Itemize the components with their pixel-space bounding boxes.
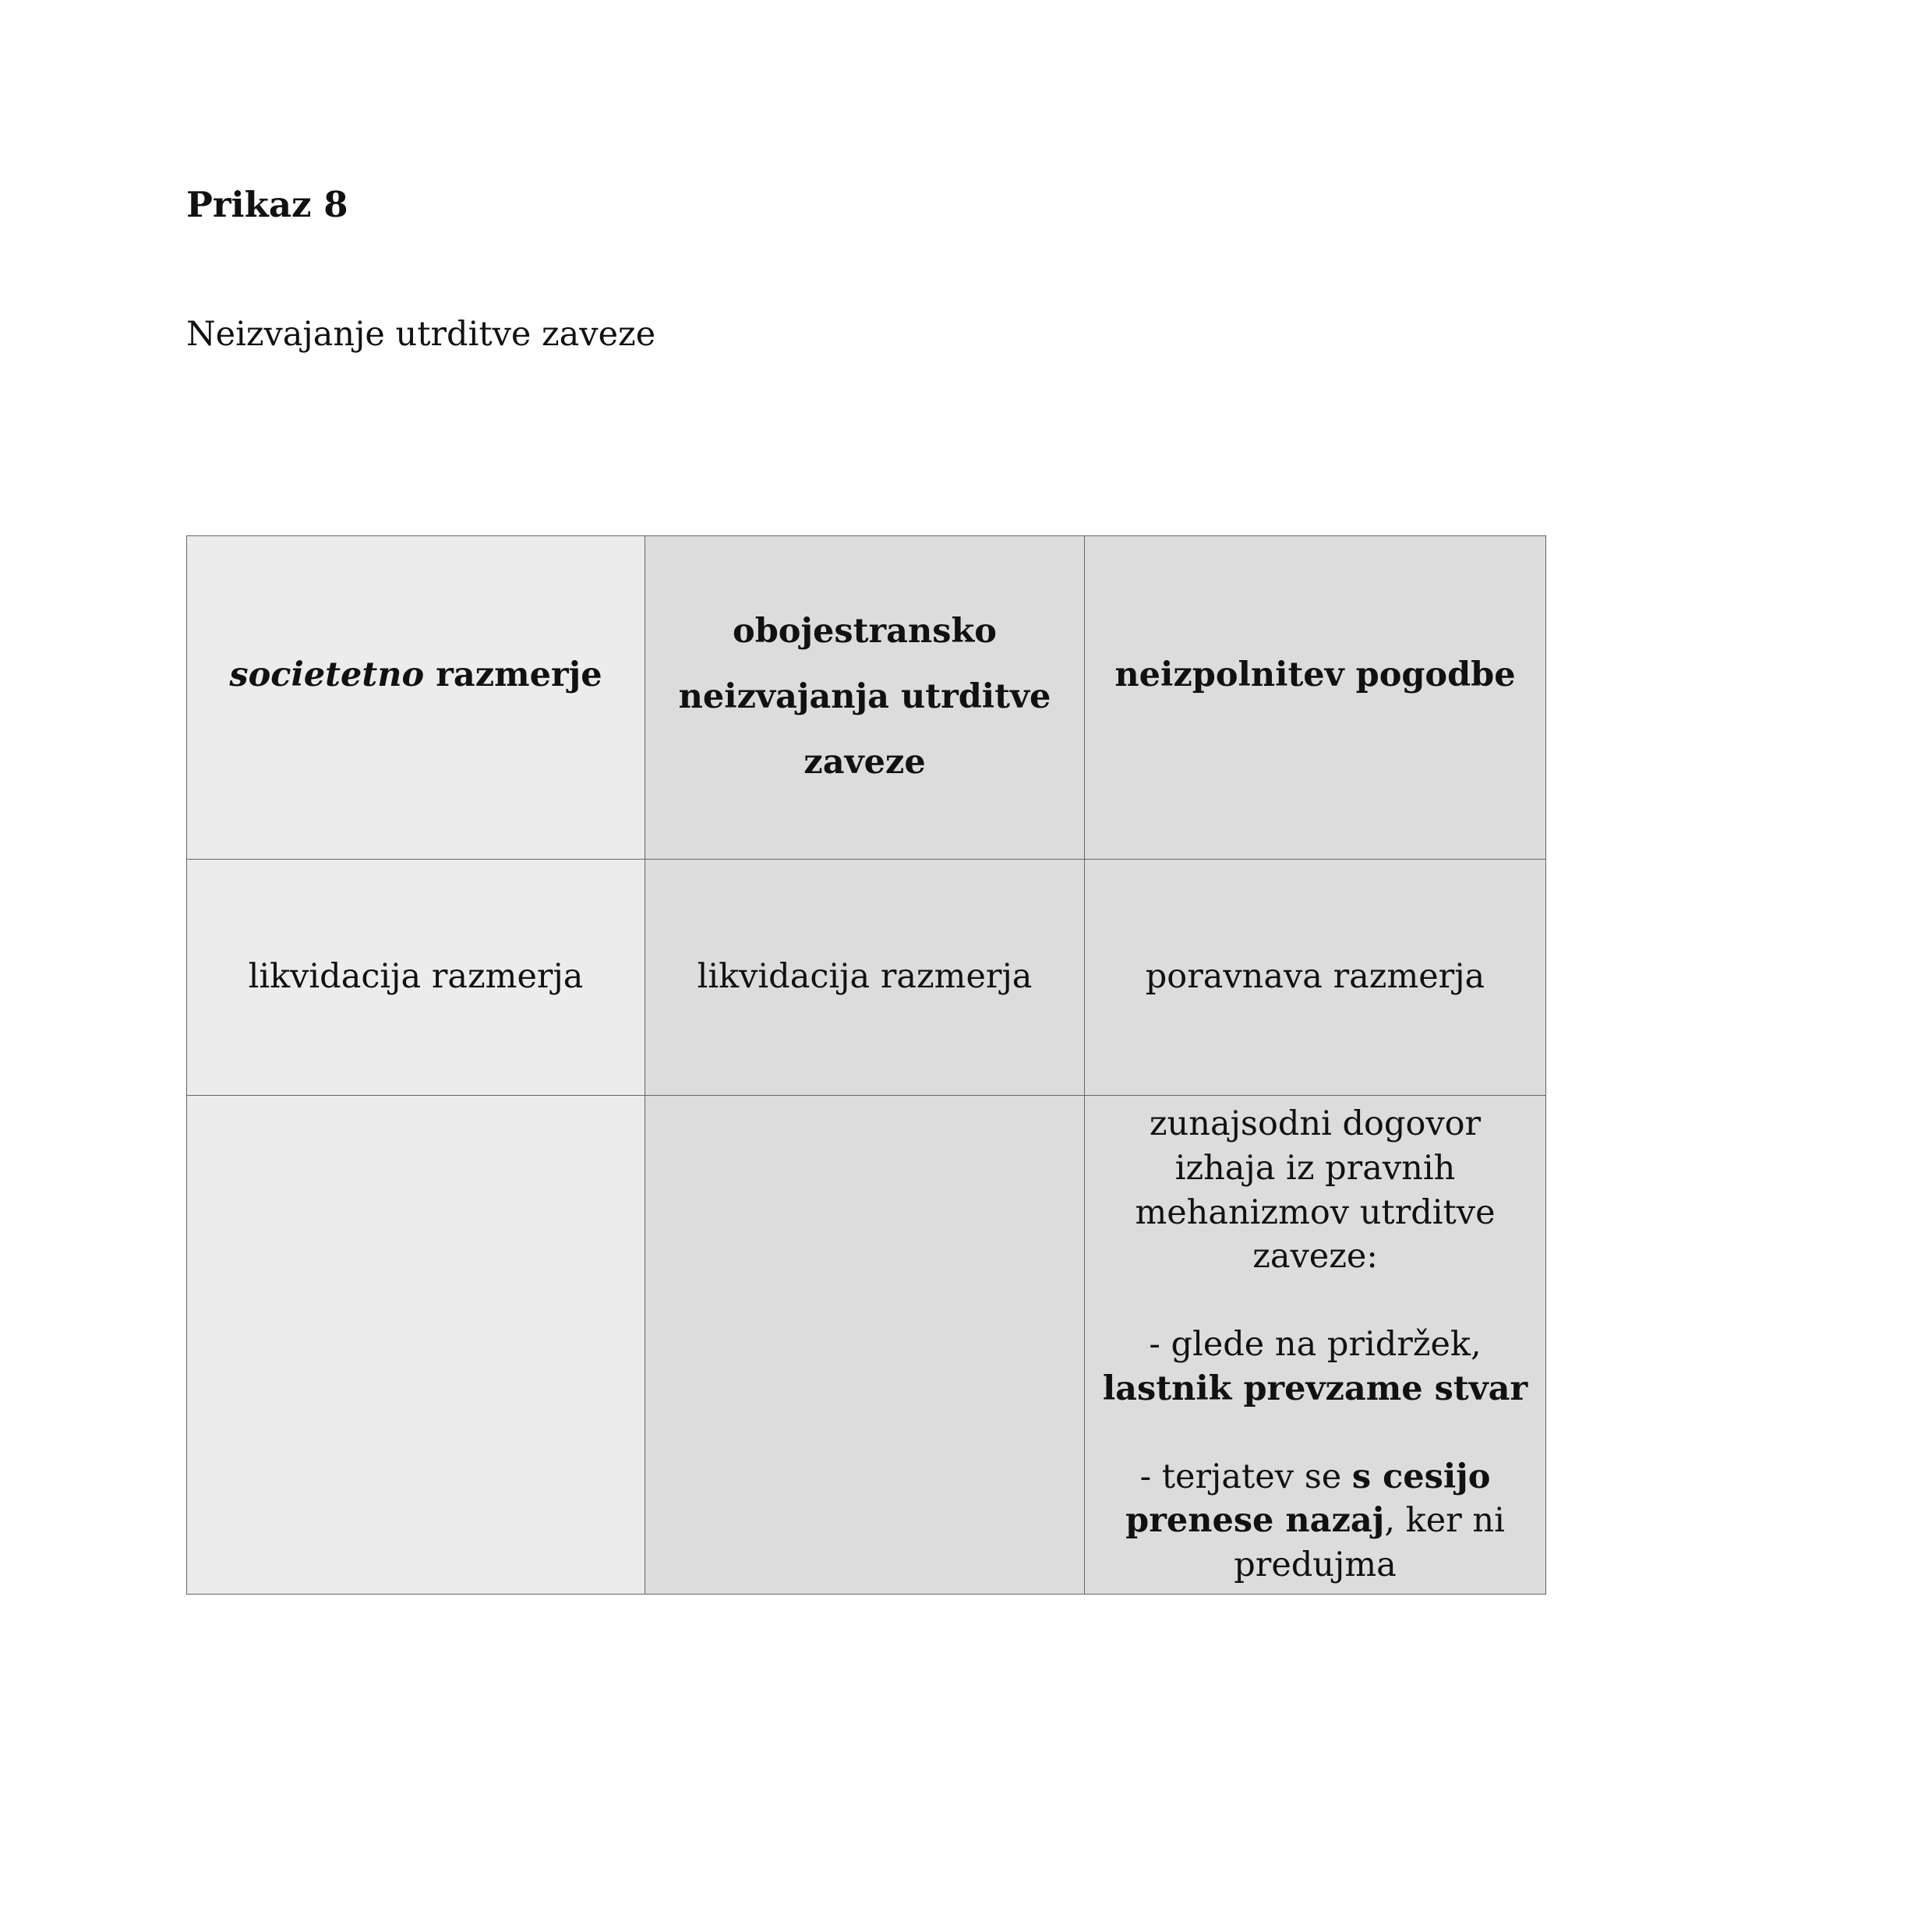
table-row [187, 860, 1546, 1096]
table-row [187, 1096, 1546, 1595]
header-text: neizpolnitev pogodbe [1114, 655, 1516, 695]
page-subtitle: Neizvajanje utrditve zaveze [186, 315, 656, 354]
details-item-retention: - glede na pridržek, lastnik prevzame stvar [1102, 1325, 1528, 1408]
table-cell: poravnava razmerja [1085, 860, 1546, 1096]
table-cell-details [1085, 1096, 1546, 1595]
header-cell-societetno [187, 536, 645, 860]
header-cell-obojestransko [645, 536, 1085, 860]
table-cell-empty [187, 1096, 645, 1595]
page-title: Prikaz 8 [186, 184, 348, 225]
details-intro: zunajsodni dogovor izhaja iz pravnih mehanizmov utrditve zaveze: [1135, 1104, 1496, 1277]
table-cell-empty [645, 1096, 1085, 1595]
comparison-table [186, 535, 1546, 1595]
header-italic-text: societetno [229, 655, 425, 695]
details-item-cession: - terjatev se s cesijo prenese nazaj, ker ni predujma [1125, 1457, 1505, 1585]
table-cell: likvidacija razmerja [645, 860, 1085, 1096]
table-header-row [187, 536, 1546, 860]
header-text: obojestransko neizvajanja utrditve zaveze [678, 612, 1051, 782]
table-cell: likvidacija razmerja [187, 860, 645, 1096]
header-cell-neizpolnitev [1085, 536, 1546, 860]
header-text: razmerje [424, 655, 602, 695]
